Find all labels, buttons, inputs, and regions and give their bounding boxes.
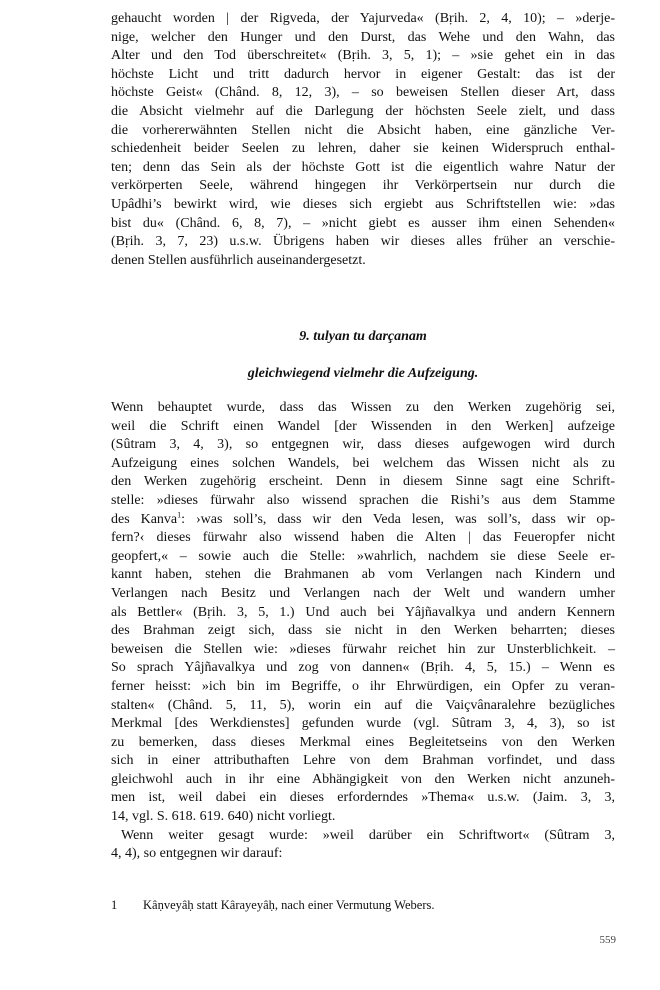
text-line: So sprach Yâjñavalkya und zog von dannen« (Bṛih. 4, 5, 15.) – Wenn es <box>111 660 615 676</box>
text-line: die vorhererwähnten Stellen nicht die Absicht haben, eine gänzliche Ver- <box>111 122 615 138</box>
text-line: gleichwohl auch in ihr eine Abhängigkeit von den Werken nicht anzuneh- <box>111 771 615 787</box>
text-line: beweisen die Stellen wie: »dieses fürwahr reichet hin zur Unsterblichkeit. – <box>111 641 615 657</box>
text-line: weil die Schrift einen Wandel [der Wissenden in den Werken] aufzeige <box>111 418 615 434</box>
sutra-translation-heading: gleichwiegend vielmehr die Aufzeigung. <box>247 366 479 381</box>
text-line: men ist, weil dabei ein dieses erforderndes »Thema« u.s.w. (Jaim. 3, 3, <box>111 790 615 806</box>
text-line: höchste Licht und tritt dadurch hervor in eigener Gestalt: das ist der <box>111 66 615 82</box>
footnote-marker: 1 <box>177 509 182 519</box>
text-line: schiedenheit beider Seelen zu lehren, daher sie keinen Widerspruch enthal- <box>111 141 615 157</box>
text-line: Merkmal [des Werkdienstes] gefunden wurde (vgl. Sûtram 3, 4, 3), so ist <box>111 716 615 732</box>
text-line: ten; denn das Sein als der höchste Gott ist die eigentlich wahre Natur der <box>111 159 615 175</box>
text-line: höchste Geist« (Chând. 8, 12, 3), – so beweisen Stellen dieser Art, dass <box>111 85 615 101</box>
text-line: Upâdhi’s bewirkt wird, wie dieses sich ergiebt aus Schriftstellen wie: »das <box>111 196 615 212</box>
text-line: den Werken zugehörig erscheint. Denn in diesem Sinne sagt eine Schrift- <box>111 474 615 490</box>
text-segment: Wenn weiter gesagt wurde: »weil darüber ein Schriftwort« (Sûtram 3, <box>121 827 615 843</box>
text-line: Wenn behauptet wurde, dass das Wissen zu den Werken zugehörig sei, <box>111 400 615 415</box>
text-line: Alter und den Tod überschreitet« (Bṛih. 3, 5, 1); – »sie gehet ein in das <box>111 48 615 64</box>
footnote-text: Kâṇveyâḥ statt Kârayeyâḥ, nach einer Vermutung Webers. <box>143 898 435 912</box>
text-segment: : ›was soll’s, dass wir den Veda lesen, was soll’s, dass wir op- <box>181 511 615 527</box>
footnote <box>111 898 611 913</box>
text-line: gehaucht worden | der Rigveda, der Yajurveda« (Bṛih. 2, 4, 10); – »derje- <box>111 11 615 26</box>
text-line: geopfert,« – sowie auch die Stelle: »wahrlich, nachdem sie diese Seele er- <box>111 548 615 564</box>
text-line: 14, vgl. S. 618. 619. 640) nicht vorliegt. <box>111 809 336 825</box>
text-line: ferner heisst: »ich bin im Begriffe, o ihr Ehrwürdigen, ein Opfer zu veran- <box>111 678 615 694</box>
text-line: nige, welcher den Hunger und den Durst, das Wehe und den Wahn, das <box>111 29 615 45</box>
text-line: 4, 4), so entgegnen wir darauf: <box>111 846 283 862</box>
paragraph-continued <box>111 10 615 270</box>
text-line: denen Stellen ausführlich auseinandergesetzt. <box>111 252 366 268</box>
text-line <box>111 827 615 846</box>
text-line: stalten« (Chând. 5, 11, 5), worin ein auf die Vaiçvânaralehre bezügliches <box>111 697 615 713</box>
text-line: sich in einer attributhaften Lehre von dem Brahman vorfindet, und dass <box>111 753 615 769</box>
text-line: fern?‹ dieses fürwahr also wissend haben die Alten | das Feueropfer nicht <box>111 530 615 546</box>
commentary-paragraph <box>111 399 615 864</box>
text-line: als Bettler« (Bṛih. 3, 5, 1.) Und auch bei Yâjñavalkya und andern Kennern <box>111 604 615 620</box>
text-line: verkörperten Seele, während hingegen ihr Verkörpertsein nur durch die <box>111 178 615 194</box>
text-line: bist du« (Chând. 6, 8, 7), – »nicht giebt es ausser ihm einen Sehenden« <box>111 215 615 231</box>
sutra-heading: 9. tulyan tu darçanam <box>299 329 427 344</box>
text-line: (Sûtram 3, 4, 3), so entgegnen wir, dass dieses aufgewogen wird durch <box>111 437 615 453</box>
text-line: Verlangen nach Besitz und Verlangen nach der Welt und wandern umher <box>111 585 615 601</box>
text-segment: des Kanva <box>111 511 178 527</box>
text-line: (Bṛih. 3, 7, 23) u.s.w. Übrigens haben wir dieses alles früher an verschie- <box>111 234 615 250</box>
text-line: zu bemerken, dass dieses Merkmal eines Begleitetseins von den Werken <box>111 734 615 750</box>
text-line: Aufzeigung eines solchen Wandels, bei welchem das Wissen nicht als zu <box>111 455 615 471</box>
text-line: stelle: »dieses fürwahr also wissend sprachen die Rishi’s aus dem Stamme <box>111 492 615 508</box>
text-line: kannt haben, stehen die Brahmanen ab vom Verlangen nach Kindern und <box>111 567 615 583</box>
page-number: 559 <box>599 934 616 946</box>
footnote-number: 1 <box>111 898 118 912</box>
text-line: die Absicht vielmehr auf die Darlegung der höchsten Seele zielt, und dass <box>111 103 615 119</box>
text-line: des Brahman zeigt sich, dass sie nicht in den Werken beharrten; dieses <box>111 623 615 639</box>
text-line <box>111 511 615 530</box>
